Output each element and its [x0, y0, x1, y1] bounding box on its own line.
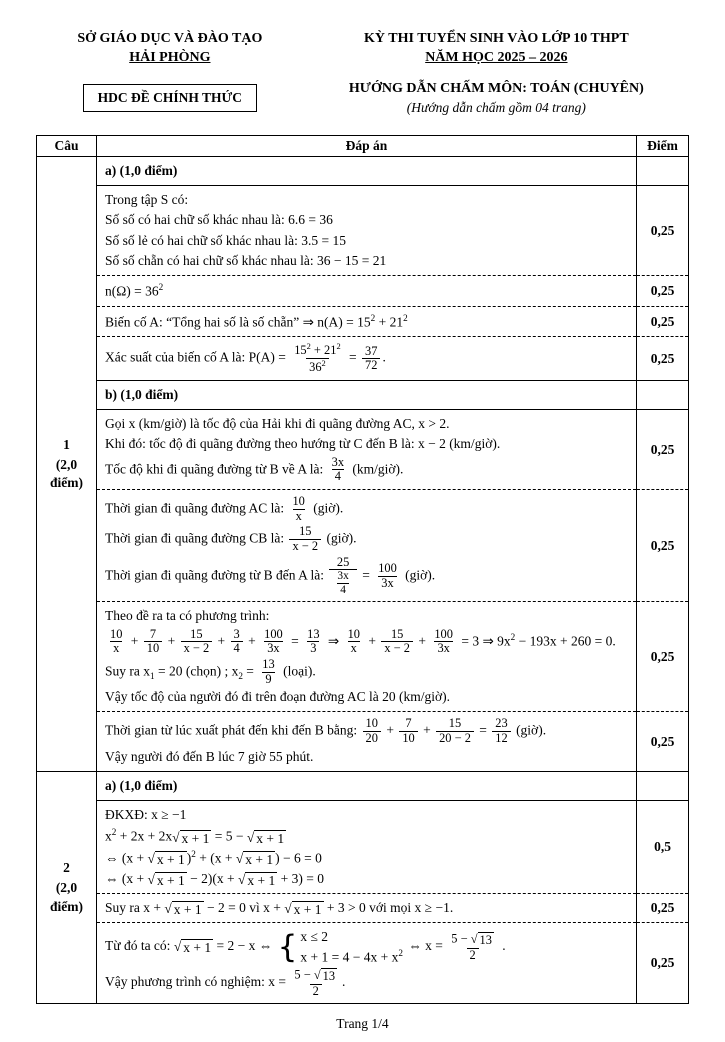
answer-row: [37, 186, 689, 276]
issuer-block: [36, 30, 304, 112]
official-answer-badge-label: HDC ĐỀ CHÍNH THỨC: [97, 89, 243, 105]
document-header: [36, 30, 689, 117]
answer-cell: Gọi x (km/giờ) là tốc độ của Hải khi đi quãng đường AC, x > 2. Khi đó: tốc độ đi quãng đường theo hướng từ C đến B là: x − 2 (km/giờ). Tốc độ khi đi quãng đường từ B về A là: $\frac{3x}{4}$ (km/giờ).: [97, 410, 637, 490]
score-cell: 0,25: [637, 923, 689, 1004]
score-cell: 0,25: [637, 306, 689, 337]
answer-cell: Biến cố A: “Tổng hai số là số chẵn” ⇒ $n(A) = 15^2 + 21^2$: [97, 306, 637, 337]
exam-title: KỲ THI TUYỂN SINH VÀO LỚP 10 THPT: [364, 31, 629, 46]
answer-row: [37, 489, 689, 601]
part-header-cell: b) (1,0 điểm): [97, 381, 637, 410]
answer-cell: Theo đề ra ta có phương trình: $\frac{10}{x}$ + $\frac{7}{10}$ + $\frac{15}{x - 2}$ + $\frac{3}{4}$ + $\frac{100}{3x}$ = $\frac{13}{3}$ ⇒ $\frac{10}{x}$ + $\frac{15}{x - 2}$ + $\frac{100}{3x}$ = 3 ⇒ $9x^2 - 193x + 260 = 0$. Suy ra $x_1 = 20$ (chọn) ; $x_2$ = $\frac{13}{9}$ (loại). Vậy tốc độ của người đó đi trên đoạn đường AC là 20 (km/giờ).: [97, 602, 637, 712]
answer-row: [37, 156, 689, 185]
column-header-dapan: Đáp án: [97, 135, 637, 156]
answer-row: [37, 275, 689, 306]
answer-row: [37, 602, 689, 712]
score-cell: 0,5: [637, 801, 689, 894]
score-cell: 0,25: [637, 894, 689, 923]
answer-table: [36, 135, 689, 1004]
official-answer-badge: [83, 84, 257, 112]
answer-row: [37, 381, 689, 410]
score-cell: [637, 156, 689, 185]
grading-guide-title: HƯỚNG DẪN CHẤM MÔN: TOÁN (CHUYÊN): [348, 80, 644, 96]
score-cell: 0,25: [637, 275, 689, 306]
question-number-cell: 2 (2,0 điểm): [37, 771, 97, 1003]
answer-row: [37, 410, 689, 490]
grading-guide-note: (Hướng dẫn chấm gồm 04 trang): [406, 99, 586, 115]
column-header-diem: Điểm: [637, 135, 689, 156]
answer-row: [37, 712, 689, 772]
part-header-cell: a) (1,0 điểm): [97, 156, 637, 185]
answer-cell: Thời gian từ lúc xuất phát đến khi đến B bằng: $\frac{10}{20}$ + $\frac{7}{10}$ + $\frac{15}{20 - 2}$ = $\frac{23}{12}$ (giờ). Vậy người đó đến B lúc 7 giờ 55 phút.: [97, 712, 637, 772]
answer-row: [37, 923, 689, 1004]
score-cell: [637, 771, 689, 800]
answer-row: [37, 771, 689, 800]
score-cell: 0,25: [637, 410, 689, 490]
score-cell: [637, 381, 689, 410]
table-header-row: [37, 135, 689, 156]
answer-row: [37, 306, 689, 337]
answer-row: [37, 801, 689, 894]
issuer-name: SỞ GIÁO DỤC VÀ ĐÀO TẠO: [77, 31, 263, 46]
answer-cell: Suy ra x + √ x + 1 − 2 = 0 vì x + √ x + 1 + 3 > 0 với mọi x ≥ −1.: [97, 894, 637, 923]
answer-cell: $n(\Omega) = 36^2$: [97, 275, 637, 306]
score-cell: 0,25: [637, 602, 689, 712]
answer-cell: Từ đó ta có: √ x + 1 = 2 − x ⇔ { x ≤ 2 $x + 1 = 4 - 4x + x^2$ ⇔ x = 5 − √ 13 2 . Vậy phương trình có nghiệm: x = 5 − √ 13 2 .: [97, 923, 637, 1004]
answer-cell: Trong tập S có: Số số có hai chữ số khác nhau là: 6.6 = 36 Số số lẻ có hai chữ số khác nhau là: 3.5 = 15 Số số chẵn có hai chữ số khác nhau là: 36 − 15 = 21: [97, 186, 637, 276]
score-cell: 0,25: [637, 489, 689, 601]
answer-row: [37, 894, 689, 923]
exam-block: [304, 30, 689, 117]
question-number-cell: 1 (2,0 điểm): [37, 156, 97, 771]
answer-cell: Xác suất của biến cố A là: P(A) = $\frac{15^2 + 21^2}{36^2}$ = $\frac{37}{72}$ .: [97, 337, 637, 381]
exam-year: NĂM HỌC 2025 – 2026: [425, 49, 568, 65]
answer-row: [37, 337, 689, 381]
score-cell: 0,25: [637, 337, 689, 381]
page-footer: Trang 1/4: [336, 1016, 389, 1032]
column-header-cau: Câu: [37, 135, 97, 156]
issuer-city: HẢI PHÒNG: [129, 49, 211, 65]
score-cell: 0,25: [637, 186, 689, 276]
part-header-cell: a) (1,0 điểm): [97, 771, 637, 800]
answer-cell: Thời gian đi quãng đường AC là: $\frac{10}{x}$ (giờ). Thời gian đi quãng đường CB là: $\frac{15}{x - 2}$ (giờ). Thời gian đi quãng đường từ B đến A là: $\frac{25}{\frac{3x}{4}}$ = $\frac{100}{3x}$ (giờ).: [97, 489, 637, 601]
answer-cell: ĐKXĐ: x ≥ −1 $x^2 + 2x + 2x$ √ x + 1 = 5 − √ x + 1 ⇔ (x + √ x + 1 )$^2$ + (x + √ x + 1 ) − 6 = 0 ⇔ (x + √ x + 1 − 2)(x + √ x + 1 + 3) = 0: [97, 801, 637, 894]
score-cell: 0,25: [637, 712, 689, 772]
